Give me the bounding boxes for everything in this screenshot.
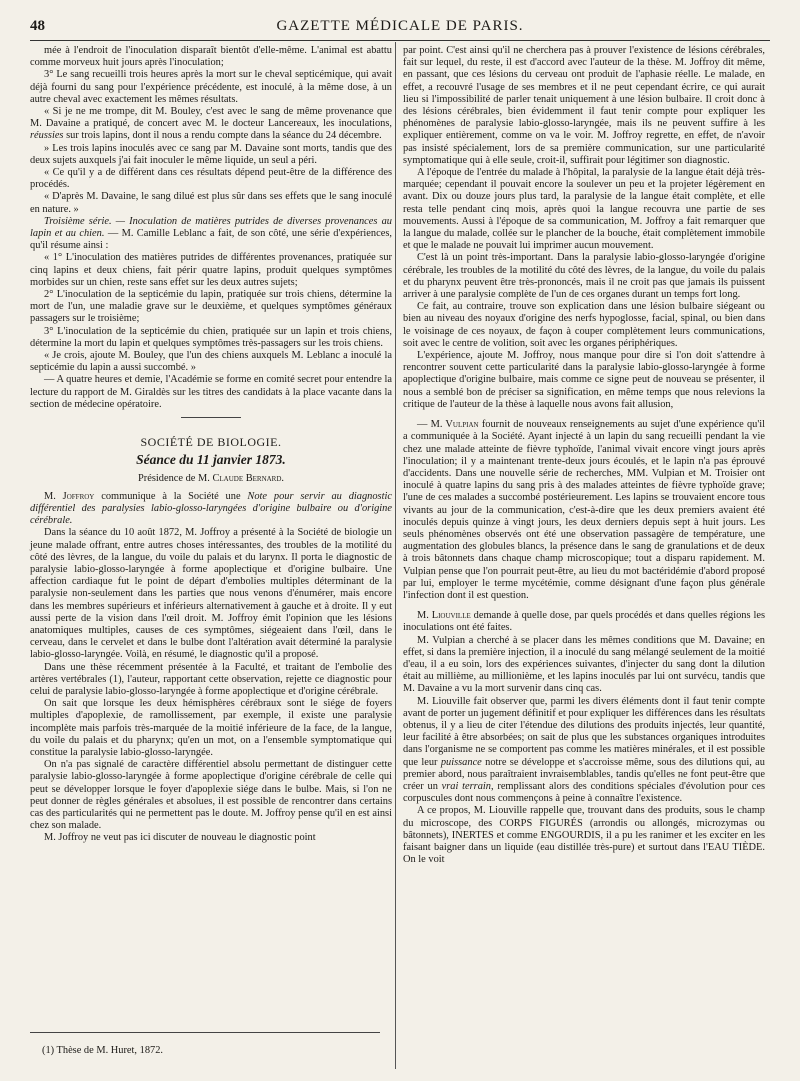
paragraph: par point. C'est ainsi qu'il ne cherchera pas à prouver l'existence de lésions cérébrales, fait sur lequel, du reste, il est d'accord avec l'auteur de la thèse. M. Joffroy dit même, en passant, que ces lésions du cerveau ont produit de l'aphasie réelle. Le malade, en effet, a recouvré l'usage de ses membres et il ne peut cependant écrire, ce qui aurait lieu si l'impossibilité de parler tenait uniquement à une lésion bulbaire. Il croit donc à des lésions cérébrales, bien évidemment il faut tenir compte pour expliquer les phénomènes de paralysie labio-glosso-laryngée, mais ils ne peuvent suffire à les expliquer entièrement, comme on va le voir. M. Joffroy regrette, en effet, de n'avoir pas insisté spécialement, lors de sa première communication, sur une particularité symptomatique qui à elle seule, croit-il, suffirait pour légitimer son diagnostic. [403,45,765,166]
paragraph: Dans une thèse récemment présentée à la Faculté, et traitant de l'embolie des artères vertébrales (1), l'auteur, rapportant cette observation, rejette ce diagnostic pour celui de paralysie labio-glosso-laryngée à forme apoplectique et d'origine cérébrale. [30,661,392,697]
section-rule [181,417,241,418]
right-column [403,45,765,866]
paragraph: M. Joffroy ne veut pas ici discuter de nouveau le diagnostic point [44,832,316,844]
paragraph: « Je crois, ajoute M. Bouley, que l'un des chiens auxquels M. Leblanc a inoculé la septicémie du lapin a aussi succombé. » [30,350,392,374]
paragraph: M. Liouville demande à quelle dose, par quels procédés et dans quelles régions les inoculations ont été faites. [403,610,765,634]
paragraph: 3° L'inoculation de la septicémie du chien, pratiquée sur un lapin et trois chiens, détermine la mort du lapin et quelques symptômes très-passagers sur les trois chiens. [30,325,392,349]
paragraph: M. Vulpian a cherché à se placer dans les mêmes conditions que M. Davaine; en effet, si dans la première injection, il a inoculé du sang mélangé seulement de la moitié d'eau, il a eu soin, lors des expériences suivantes, d'injecter du sang dont la dilution était au millième, au millionième, et les lapins inoculés par lui ont survécu, tandis que M. Davaine a vu la mort survenir dans cinq cas. [403,634,765,695]
paragraph: — M. Vulpian fournit de nouveaux renseignements au sujet d'une expérience qu'il a communiquée à la Société. Ayant injecté à un lapin du sang recueilli pendant la vie chez une malade atteinte de fièvre typhoïde, l'animal vivait encore vingt jours après l'inoculation; il y a maintenant trente-deux jours écoulés, et le lapin n'a pas éprouvé d'accidents. Dans une nouvelle série de recherches, MM. Vulpian et M. Troisier ont inoculé à quatre lapins du sang pris à des malades atteintes de fièvre typhoïde grave; l'une de ces malades a succombé postérieurement. Les lapins se trouvaient encore tous vivants au jour de la communication, c'est-à-dire que les deux premiers avaient été inoculés depuis quinze à vingt jours, les deux derniers depuis sept à huit jours. Les seuls phénomènes observés ont été une observation passagère de température, une augmentation des globules blancs, la présence dans le sang de granulations et de deux à trois bâtonnets dans chaque champ microscopique; tout a disparu rapidement. M. Vulpian pense que l'on pourrait peut-être, au lieu du mot bactéridémie d'abord proposé par lui, employer le terme mycétémie, comme désignant d'une façon plus générale l'infection dont il est question. [403,419,766,601]
paragraph: » Les trois lapins inoculés avec ce sang par M. Davaine sont morts, tandis que des deux sujets auxquels j'ai fait inoculer le même liquide, un seul a péri. [30,142,392,166]
page-number: 48 [30,18,45,34]
paragraph: « Si je ne me trompe, dit M. Bouley, c'est avec le sang de même provenance que M. Davaine a pratiqué, de concert avec M. le docteur Lancereaux, les inoculations, réussies sur trois lapins, dont il nous a rendu compte dans la séance du 24 décembre. [30,106,392,142]
session-title: Séance du 11 janvier 1873. [136,452,286,468]
paragraph: L'expérience, ajoute M. Joffroy, nous manque pour dire si l'on doit s'attendre à rencontrer souvent cette particularité dans la paralysie labio-glosso-laryngée à forme apoplectique d'origine bulbaire, mais comme ce signe peut de nouveau se présenter, il nous a semblé bon de préciser sa signification, en même temps que nous relevions la critique de l'auteur de la thèse à laquelle nous avons fait allusion, [403,350,765,410]
header-rule [30,40,770,41]
paragraph: mée à l'endroit de l'inoculation disparaît bientôt d'elle-même. L'animal est abattu comme morveux huit jours après l'inoculation; [30,45,392,69]
column-divider [395,42,396,1069]
paragraph: 3° Le sang recueilli trois heures après la mort sur le cheval septicémique, qui avait déjà fourni du sang pour l'expérience précédente, est inoculé, à la même dose, à un autre cheval avec exactement les mêmes résultats. [30,69,392,105]
paragraph: Ce fait, au contraire, trouve son explication dans une lésion bulbaire siégeant ou bien au niveau des noyaux d'origine des nerfs hypoglosse, facial, spinal, ou bien dans le voisinage de ces noyaux, de façon à couper complètement leurs communications, soit avec le centre de volition, soit avec les organes périphériques. [403,301,765,349]
paragraph: On n'a pas signalé de caractère différentiel absolu permettant de distinguer cette paralysie labio-glosso-laryngée à forme apoplectique d'origine cérébrale de celle qui peut se développer lorsque le foyer d'apoplexie siége dans le bulbe. Mais, si l'on ne peut donner de règles générales et absolues, il est possible de rencontrer dans certains cas des particularités qui ne permettent pas le doute. M. Joffroy pense qu'il en est ainsi chez son malade. [30,759,392,832]
paragraph: M. Liouville fait observer que, parmi les divers éléments dont il faut tenir compte avant de porter un jugement définitif et pour expliquer les différences dans les résultats obtenus, il y a lieu de citer l'étendue des dilutions des produits injectés, leur quantité, leur facilité à être absorbées; on sait de plus que les substances organiques introduites dans l'organisme ne se comportent pas comme les matières minérales, et il est possible que leur puissance notre se développe et s'accroisse même, sous des dilutions qui, au premier abord, nous paraîtraient invraisemblables, tandis qu'elles ne font peut-être que créer un vrai terrain, remplissant alors des conditions spéciales d'évolution pour ces corpuscules dont nous commençons à peine à connaître l'existence. [403,695,765,805]
paragraph: « D'après M. Davaine, le sang dilué est plus sûr dans ses effets que le sang inoculé en nature. » [30,191,392,215]
paragraph: On sait que lorsque les deux hémisphères cérébraux sont le siége de foyers multiples d'apoplexie, de ramollissement, par exemple, il existe une paralysie incomplète mais parfois très-marquée de la moitié inférieure de la face, de la langue, du voile du palais et du pharynx; qu'en un mot, on a l'ensemble symptomatique qui constitue la paralysie labio-glosso-laryngée. [30,698,392,758]
page-header [30,18,770,40]
paragraph: — A quatre heures et demie, l'Académie se forme en comité secret pour entendre la lecture du rapport de M. Giraldès sur les titres des candidats à la place vacante dans la section de médecine opératoire. [30,374,392,410]
left-column [30,45,392,845]
paragraph: C'est là un point très-important. Dans la paralysie labio-glosso-laryngée d'origine cérébrale, les troubles de la motilité du côté des lèvres, de la langue, du voile du palais et du pharynx peuvent être très-prononcés, mais il ne croit pas que jamais ils puissent arriver à une paralysie complète de l'un de ces organes durant un temps fort long. [403,252,765,301]
paragraph: « 1° L'inoculation des matières putrides de différentes provenances, pratiquée sur cinq lapins et deux chiens, fait périr quatre lapins, produit quelques symptômes morbides sur un chien, reste sans effet sur les deux autres sujets; [30,252,392,288]
paragraph: A l'époque de l'entrée du malade à l'hôpital, la paralysie de la langue était déjà très-marquée; cependant il pouvait encore la soulever un peu et la projeter légèrement en avant. Dix ou douze jours plus tard, la paralysie de la langue était complète, et elle resta telle pendant cinq mois, après quoi la langue recouvra une partie de ses mouvements. Aussi à l'époque de sa communication, M. Joffroy a fait remarquer que la langue du malade, collée sur le plancher de la bouche, était complètement immobile et que le malade ne pouvait lui imprimer aucun mouvement. [403,167,765,252]
presidency-line: Présidence de M. Claude Bernard. [137,472,285,484]
paragraph: Dans la séance du 10 août 1872, M. Joffroy a présenté à la Société de biologie un jeune malade offrant, entre autres choses intéressantes, des troubles de la motilité du côté des lèvres, de la langue, du voile du palais et du larynx. Il porta le diagnostic de paralysie labio-glosso-laryngée à forme apoplectique et d'origine bulbaire. Une affection cardiaque fut le point de départ d'embolies multiples déterminant de la paralysie non-seulement dans les parties que nous venons d'énumérer, mais encore dans les membres supérieurs et inférieurs alternativement à gauche et à droite. Il y eut aussi perte de la vision dans l'œil droit. M. Joffroy émit l'opinion que les lésions anatomiques multiples, causes de ces symptômes, siégeaient dans l'œil, dans le cerveau, dans le cervelet et dans le bulbe dont l'altération avait déterminé la paralysie labio-glosso-laryngée. Voilà, en résumé, le diagnostic qu'il a proposé. [30,527,392,661]
paragraph: A ce propos, M. Liouville rappelle que, trouvant dans des produits, sous le champ du microscope, des CORPS FIGURÉS (arrondis ou allongés, microzymas ou bâtonnets), INERTES et comme ENGOURDIS, il a pu les ranimer et les exciter en les faisant baigner dans un liquide (eau distillée très-pure) et surtout dans l'EAU TIÈDE. On le voit [403,805,765,866]
footnote-rule [30,1032,380,1033]
paragraph: « Ce qu'il y a de différent dans ces résultats dépend peut-être de la différence des procédés. [30,167,392,191]
paragraph: Troisième série. — Inoculation de matières putrides de diverses provenances au lapin et au chien. — M. Camille Leblanc a fait, de son côté, une série d'expériences, qu'il résume ainsi : [30,215,392,252]
footnote: (1) Thèse de M. Huret, 1872. [42,1045,164,1056]
section-heading: SOCIÉTÉ DE BIOLOGIE. [140,435,282,450]
paragraph: M. Joffroy communique à la Société une Note pour servir au diagnostic différentiel des paralysies labio-glosso-laryngées d'origine bulbaire ou d'origine cérébrale. [30,490,392,527]
paragraph: 2° L'inoculation de la septicémie du lapin, pratiquée sur trois chiens, détermine la mort de l'un, une maladie grave sur le deuxième, et quelques symptômes généraux passagers sur le troisième; [30,289,392,325]
journal-title: GAZETTE MÉDICALE DE PARIS. [276,18,524,34]
